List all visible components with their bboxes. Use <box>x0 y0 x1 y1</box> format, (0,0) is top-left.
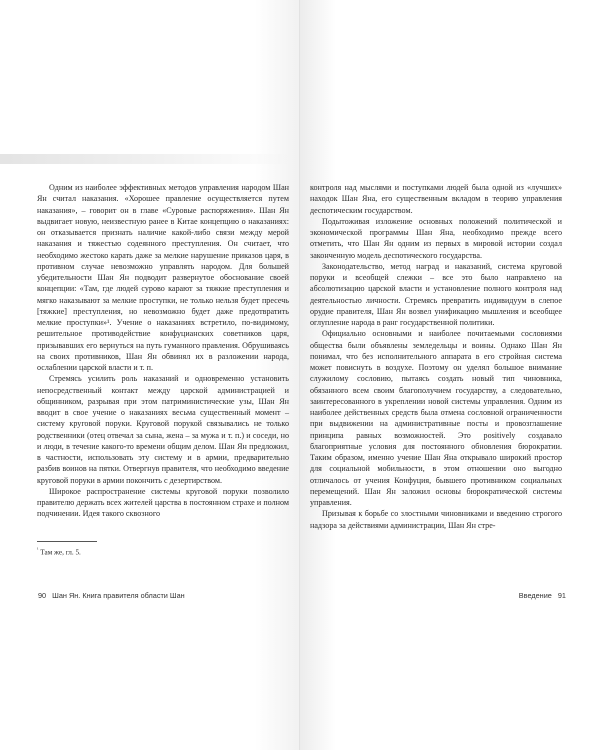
left-page-footer <box>34 591 185 600</box>
paragraph: Одним из наиболее эффективных методов управления народом Шан Ян считал наказания. «Хорошее правление осуществляется путем наказания», – говорит он в главе «Суровые распоряжения». Шан Ян выдвигает новую, неизвестную ранее в Китае концепцию о наказаниях: он отказывается признать наличие какой-либо связи между мерой наказания и тяжестью содеянного преступления. Он считает, что необходимо жестоко карать даже за мелкие нарушение приказов царя, в противном случае невозможно управлять народом. Для большей убедительности Шан Ян подводит развернутое обоснование своей концепции: «Там, где людей сурово карают за тяжкие преступления и мягко наказывают за мелкие проступки, не только нельзя будет пресечь [тяжкие] преступления, но невозможно будет даже предотвратить мелкие проступки»¹. Учение о наказаниях встретило, по-видимому, решительное противодействие конфуцианских советников царя, призывавших его вернуться на путь гуманного правления. Обрушиваясь на своих противников, Шан Ян обвинял их в разложении народа, ослаблении царской власти и т. п. <box>37 183 289 372</box>
footnote <box>37 546 81 557</box>
right-page-footer <box>519 591 570 600</box>
paragraph: Призывая к борьбе со злостными чиновниками и введению строгого надзора за действиями администрации, Шан Ян стре- <box>310 509 562 530</box>
footnote-divider <box>37 541 97 542</box>
right-page <box>300 0 600 750</box>
paragraph: Официально основными и наиболее почитаемыми сословиями общества были объявлены земледельцы и воины. Однако Шан Ян понимал, что без исполнительного аппарата в его стройная система может повиснуть в воздухе. Поэтому он уделял большое внимание служилому сословию, пытаясь создать новый тип чиновника, обязанного всем своим благополучием государству, а следовательно, заинтересованного в укреплении новой системы управления. Одним из наиболее действенных средств была отмена сословной ограниченности при выдвижении на административные посты и провозглашение принципа равных возможностей. Это positively создавало благоприятные условия для постоянного обновления бюрократии. Таким образом, именно учение Шан Яна открывало широкий простор для социальной мобильности, в этом отношении оно выгодно отличалось от учения Конфуция, бывшего противником социальных перемещений. Шан Ян заложил основы бюрократической системы управления. <box>310 329 562 507</box>
paragraph: Подытоживая изложение основных положений политической и экономической программы Шан Яна, необходимо прежде всего отметить, что Шан Ян одним из первых в мировой истории создал законченную модель деспотического государства. <box>310 216 562 260</box>
footnote-text: Там же, гл. 5. <box>40 548 81 557</box>
paragraph: Законодательство, метод наград и наказаний, система круговой поруки и всеобщей слежки – все это было направлено на абсолютизацию царской власти и установление полного контроля над деятельностью личности. Стремясь превратить индивидуум в слепое орудие правителя, Шан Ян возвел унификацию мышления и всеобщее оглупление народа в ранг государственной политики. <box>310 261 562 327</box>
running-title: Шан Ян. Книга правителя области Шан <box>52 591 185 600</box>
decorative-header-bar <box>0 154 292 164</box>
section-title: Введение <box>518 591 552 600</box>
paragraph: Стремясь усилить роль наказаний и одновременно установить непосредственный контакт между царской администрацией и общинником, разрывая при этом патриминистические узы, Шан Ян вводит в свое учение о наказаниях весьма существенный момент – систему круговой поруки. Круговой порукой связывались не только родственники (отец отвечал за сына, жена – за мужа и т. п.) и соседи, но и люди, в течение какого-то времени общим делом. Шан Ян предложил, в частности, использовать эту систему и в армии, предварительно разбив воинов на пятки. Отвергнув правителя, что необходимо введение круговой поруки в армии покончить с дезертирством. <box>37 374 289 485</box>
footnote-marker: ¹ <box>37 548 39 553</box>
paragraph: контроля над мыслями и поступками людей была одной из «лучших» находок Шан Яна, его существенным вкладом в теорию управления деспотическим государством. <box>310 183 562 215</box>
right-page-text-column <box>310 182 562 531</box>
page-number: 90 <box>38 591 47 600</box>
page-number: 91 <box>557 591 566 600</box>
left-page-text-column <box>37 182 289 520</box>
paragraph: Широкое распространение системы круговой поруки позволило правителю держать всех жителей царства в постоянном страхе и полном подчинении. Идея такого сквозного <box>37 486 289 519</box>
